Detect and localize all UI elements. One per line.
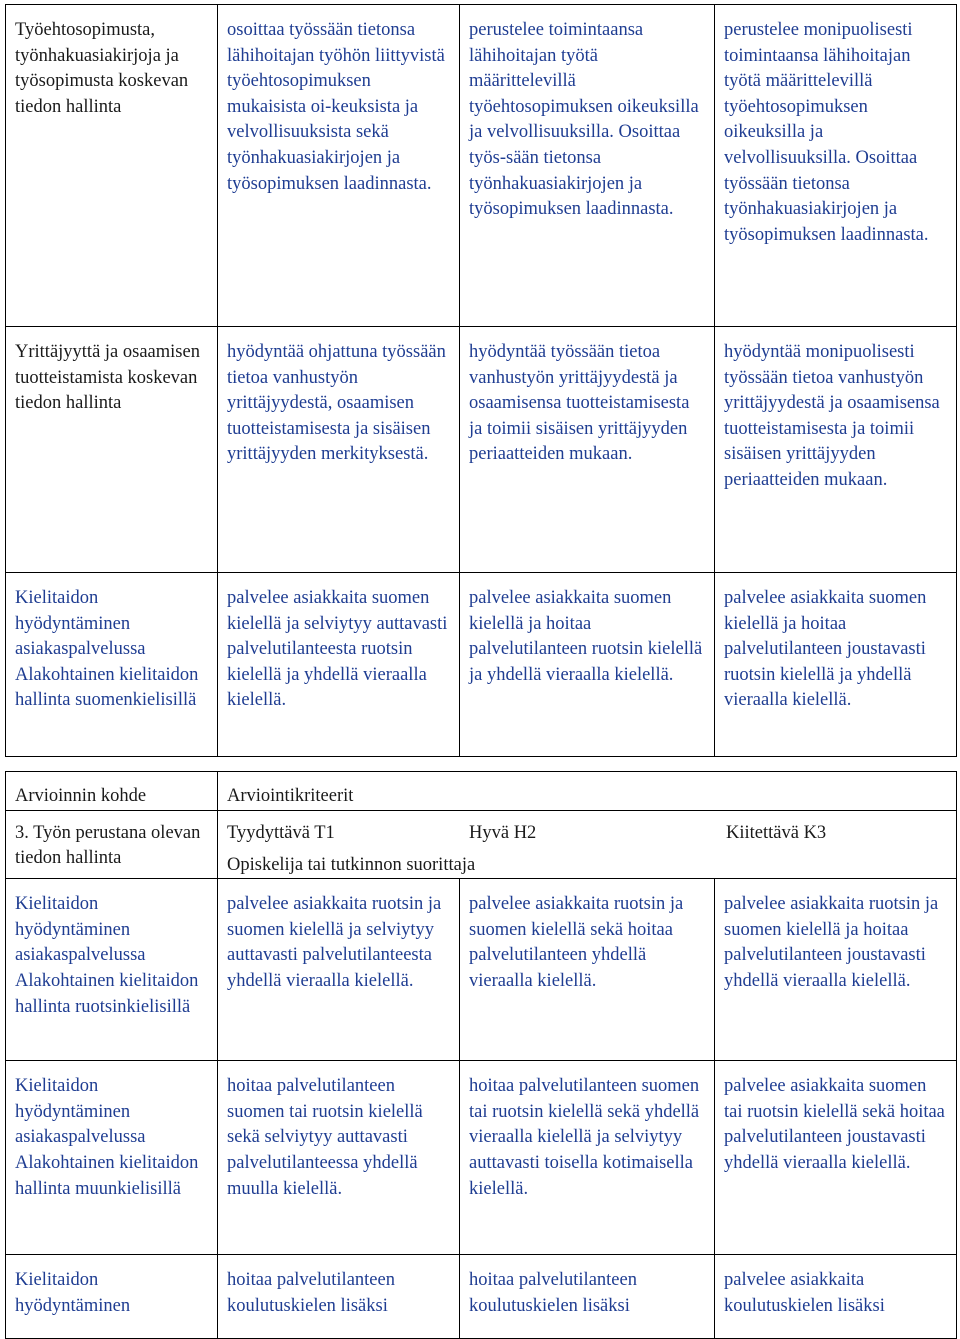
table-row [6, 879, 957, 1061]
assessment-target-text: Kielitaidon hyödyntäminen asiakaspalvelussa [15, 894, 146, 966]
section-title: 3. Työn perustana olevan tiedon hallinta [6, 810, 218, 879]
assessment-criteria-header: Arviointikriteerit [218, 772, 957, 811]
assessment-target-text: Yrittäjyyttä ja osaamisen tuotteistamista koskevan tiedon hallinta [15, 342, 200, 414]
table-row [6, 1255, 957, 1339]
criteria-h2-cell: hoitaa palvelutilanteen koulutuskielen lisäksi [460, 1255, 715, 1339]
criteria-k3-cell: palvelee asiakkaita koulutuskielen lisäksi [715, 1255, 957, 1339]
criteria-k3-cell: palvelee asiakkaita suomen kielellä ja hoitaa palvelutilanteen joustavasti ruotsin kielellä ja yhdellä vieraalla kielellä. [715, 573, 957, 757]
criteria-t1-cell: palvelee asiakkaita ruotsin ja suomen kielellä ja selviytyy auttavasti palvelutilanteesta yhdellä vieraalla kielellä. [218, 879, 460, 1061]
criteria-h2-cell: palvelee asiakkaita ruotsin ja suomen kielellä sekä hoitaa palvelutilanteen yhdellä vieraalla kielellä. [460, 879, 715, 1061]
criteria-k3-cell: perustelee monipuolisesti toimintaansa lähihoitajan työtä määrittelevillä työehtosopimuksen oikeuksilla ja velvollisuuksilla. Osoittaa työssään tietonsa työnhakuasiakirjojen ja työsopimuksen laadinnasta. [715, 5, 957, 327]
table-header-row [6, 810, 957, 849]
assessment-subtarget-text: Alakohtainen kielitaidon hallinta suomenkielisillä [15, 664, 199, 711]
criteria-h2-cell: hyödyntää työssään tietoa vanhustyön yrittäjyydestä ja osaamisensa tuotteistamisesta ja toimii sisäisen yrittäjyyden periaatteiden mukaan. [460, 327, 715, 573]
assessment-target-text: Kielitaidon hyödyntäminen asiakaspalvelussa [15, 1076, 146, 1148]
criteria-k3-cell: palvelee asiakkaita ruotsin ja suomen kielellä ja hoitaa palvelutilanteen joustavasti yhdellä vieraalla kielellä. [715, 879, 957, 1061]
assessment-target-cell [6, 1255, 218, 1339]
criteria-k3-cell: palvelee asiakkaita suomen tai ruotsin kielellä sekä hoitaa palvelutilanteen joustavasti yhdellä vieraalla kielellä. [715, 1061, 957, 1255]
assessment-subtarget-text: Alakohtainen kielitaidon hallinta muunkielisillä [15, 1152, 199, 1199]
criteria-t1-cell: palvelee asiakkaita suomen kielellä ja selviytyy auttavasti palvelutilanteesta ruotsin kielellä ja yhdellä vieraalla kielellä. [218, 573, 460, 757]
criteria-h2-cell: palvelee asiakkaita suomen kielellä ja hoitaa palvelutilanteen ruotsin kielellä ja yhdellä vieraalla kielellä. [460, 573, 715, 757]
criteria-h2-cell: perustelee toimintaansa lähihoitajan työtä määrittelevillä työehtosopimuksen oikeuksilla ja velvollisuuksilla. Osoittaa työs-sään tietonsa työnhakuasiakirjojen ja työsopimuksen laadinnasta. [460, 5, 715, 327]
criteria-table-continued [5, 4, 957, 757]
criteria-k3-cell: hyödyntää monipuolisesti työssään tietoa vanhustyön yrittäjyydestä ja osaamisensa tuotteistamisesta ja toimii sisäisen yrittäjyyden periaatteiden mukaan. [715, 327, 957, 573]
assessment-target-cell [6, 5, 218, 327]
assessment-target-cell [6, 573, 218, 757]
criteria-h2-cell: hoitaa palvelutilanteen suomen tai ruotsin kielellä sekä yhdellä vieraalla kielellä ja selviytyy auttavasti toisella kotimaisella kielellä. [460, 1061, 715, 1255]
table-header-row [6, 772, 957, 811]
assessment-target-text: Työehtosopimusta, työnhakuasiakirjoja ja työsopimusta koskevan tiedon hallinta [15, 20, 189, 117]
criteria-t1-cell: hyödyntää ohjattuna työssään tietoa vanhustyön yrittäjyydestä, osaamisen tuotteistamisesta ja sisäisen yrittäjyyden merkityksestä. [218, 327, 460, 573]
level-k3-label: Kiitettävä K3 [726, 822, 827, 843]
level-h2-label: Hyvä H2 [469, 822, 537, 843]
table-row [6, 1061, 957, 1255]
criteria-t1-cell: hoitaa palvelutilanteen koulutuskielen lisäksi [218, 1255, 460, 1339]
assessment-target-cell [6, 879, 218, 1061]
level-header [218, 810, 957, 849]
assessment-target-text: Kielitaidon hyödyntäminen asiakaspalvelussa [15, 588, 146, 660]
table-row [6, 5, 957, 327]
assessment-target-text: Kielitaidon hyödyntäminen [15, 1270, 131, 1316]
table-row [6, 573, 957, 757]
assessment-subtarget-text: Alakohtainen kielitaidon hallinta ruotsinkielisillä [15, 970, 199, 1017]
criteria-t1-cell: hoitaa palvelutilanteen suomen tai ruotsin kielellä sekä selviytyy auttavasti palvelutilanteessa yhdellä muulla kielellä. [218, 1061, 460, 1255]
criteria-t1-cell: osoittaa työssään tietonsa lähihoitajan työhön liittyvistä työehtosopimuksen mukaisista oi-keuksista ja velvollisuuksista sekä työnhakuasiakirjojen ja työsopimuksen laadinnasta. [218, 5, 460, 327]
table-row [6, 327, 957, 573]
assessment-target-cell [6, 327, 218, 573]
assessment-target-cell [6, 1061, 218, 1255]
criteria-table [5, 771, 957, 1339]
level-t1-label: Tyydyttävä T1 [227, 822, 335, 843]
performer-label: Opiskelija tai tutkinnon suorittaja [218, 849, 957, 879]
assessment-target-header: Arvioinnin kohde [6, 772, 218, 811]
